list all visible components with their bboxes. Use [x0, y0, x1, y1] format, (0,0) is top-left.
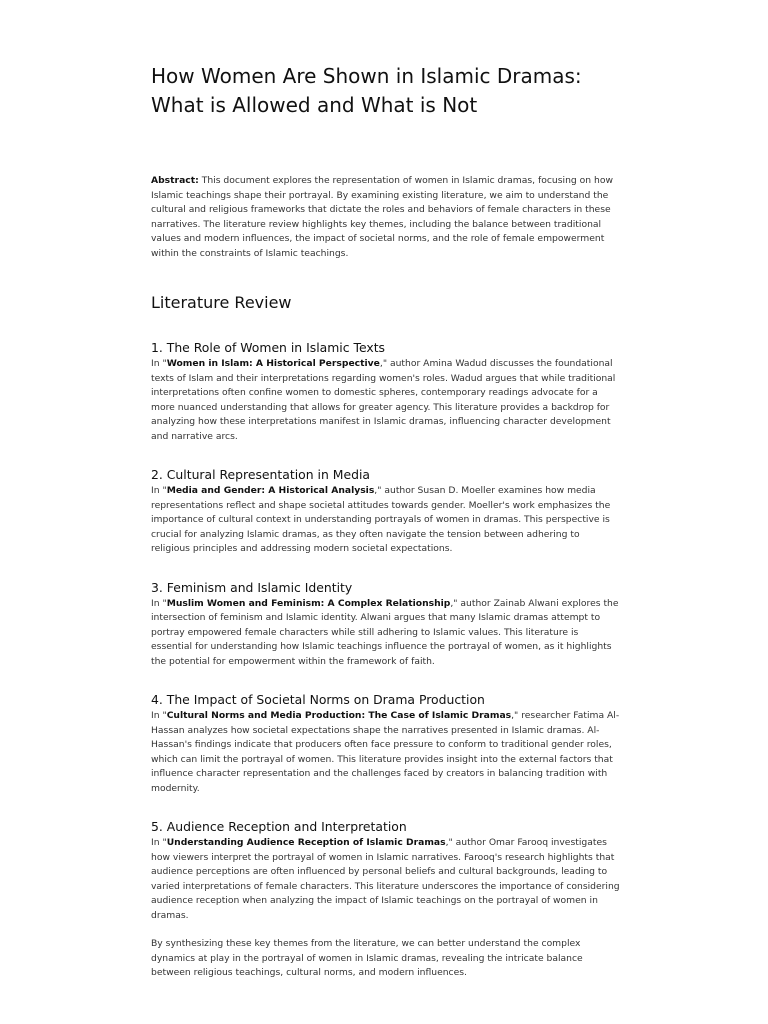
section-societal-norms [151, 691, 621, 796]
section-text [151, 597, 621, 670]
section-text-body: ," researcher Fatima Al-Hassan analyzes how societal expectations shape the narratives presented in Islamic dramas. Al-Hassan's findings indicate that producers often face pressure to conform to traditional gender roles, which can limit the portrayal of women. This literature provides insight into the external factors that influence character representation and the challenges faced by creators in balancing tradition with modernity. [151, 710, 620, 794]
section-text-body: ," author Zainab Alwani explores the intersection of feminism and Islamic identity. Alwani argues that many Islamic dramas attempt to portray empowered female characters while still adhering to Islamic values. This literature is essential for understanding how Islamic teachings influence the portrayal of women, as it highlights the potential for empowerment within the framework of faith. [151, 597, 619, 667]
section-text-pre: In " [151, 485, 167, 496]
section-text-pre: In " [151, 597, 167, 609]
section-title: 4. The Impact of Societal Norms on Drama Production [151, 692, 485, 707]
section-text-body: ," author Amina Wadud discusses the foundational texts of Islam and their interpretations regarding women's roles. Wadud argues that while traditional interpretations often confine women to domestic spheres, contemporary readings advocate for a more nuanced understanding that allows for greater agency. This literature provides a backdrop for analyzing how these interpretations manifest in Islamic dramas, influencing character development and narrative arcs. [151, 358, 616, 442]
section-title: 3. Feminism and Islamic Identity [151, 579, 353, 595]
document-content [151, 62, 621, 981]
cited-work-title: Media and Gender: A Historical Analysis [166, 485, 375, 496]
section-text-pre: In " [151, 358, 167, 369]
section-title: 5. Audience Reception and Interpretation [151, 819, 407, 834]
cited-work-title: Muslim Women and Feminism: A Complex Relationship [166, 597, 451, 609]
cited-work-title: Understanding Audience Reception of Islamic Dramas [166, 837, 446, 848]
section-text [151, 484, 621, 557]
section-text [151, 709, 621, 796]
document-title-line-2: What is Allowed and What is Not [151, 93, 478, 117]
section-title: 2. Cultural Representation in Media [151, 467, 370, 482]
section-text-body: ," author Susan D. Moeller examines how media representations reflect and shape societal attitudes towards gender. Moeller's work emphasizes the importance of cultural context in understanding portrayals of women in dramas. This perspective is crucial for analyzing Islamic dramas, as they often navigate the tension between adhering to religious principles and addressing modern societal expectations. [151, 485, 611, 554]
section-text-body: ," author Omar Farooq investigates how viewers interpret the portrayal of women in Islamic narratives. Farooq's research highlights that audience perceptions are often influenced by personal beliefs and cultural backgrounds, leading to varied interpretations of female characters. This literature underscores the importance of considering audience reception when analyzing the impact of Islamic teachings on the portrayal of women in dramas. [151, 837, 620, 921]
section-text [151, 836, 621, 923]
cited-work-title: Women in Islam: A Historical Perspective [166, 358, 380, 369]
abstract-text: This document explores the representation of women in Islamic dramas, focusing on how Islamic teachings shape their portrayal. By examining existing literature, we aim to understand the cultural and religious frameworks that dictate the roles and behaviors of female characters in these narratives. The literature review highlights key themes, including the balance between traditional values and modern influences, the impact of societal norms, and the role of female empowerment within the constraints of Islamic teachings. [151, 175, 613, 259]
cited-work-title: Cultural Norms and Media Production: The Case of Islamic Dramas [166, 710, 512, 721]
literature-review-heading: Literature Review [151, 293, 292, 312]
abstract-paragraph [151, 174, 621, 261]
section-text-pre: In " [151, 710, 167, 721]
section-audience-reception [151, 818, 621, 923]
section-text [151, 357, 621, 444]
section-text-pre: In " [151, 837, 167, 848]
document-title [151, 62, 621, 120]
section-feminism-identity [151, 579, 621, 670]
document-title-line-1: How Women Are Shown in Islamic Dramas: [151, 64, 582, 88]
abstract-label: Abstract: [151, 175, 199, 186]
section-title: 1. The Role of Women in Islamic Texts [151, 340, 386, 355]
section-cultural-representation [151, 466, 621, 557]
section-role-of-women [151, 339, 621, 444]
conclusion-paragraph: By synthesizing these key themes from the literature, we can better understand the complex dynamics at play in the portrayal of women in Islamic dramas, revealing the intricate balance between religious teachings, cultural norms, and modern influences. [151, 938, 583, 978]
